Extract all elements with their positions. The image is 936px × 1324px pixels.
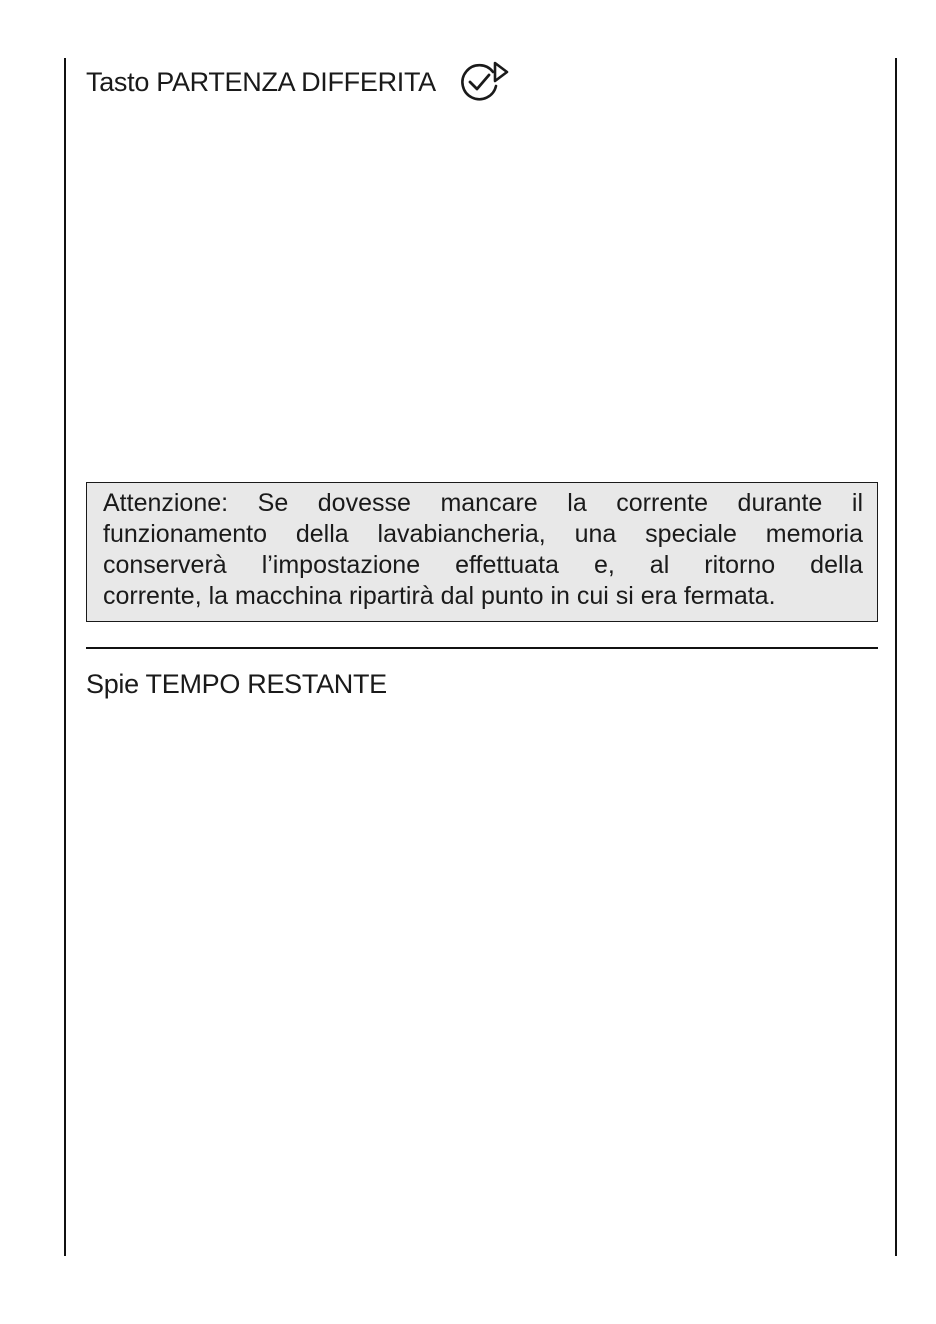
warning-line: Attenzione: Se dovesse mancare la corrente durante il [103,489,863,517]
warning-line: funzionamento della lavabiancheria, una speciale memoria [103,520,863,548]
warning-line: corrente, la macchina ripartirà dal punto in cui si era fermata. [103,582,776,610]
right-margin-rule [895,58,897,1256]
remaining-time-heading [86,668,387,700]
delayed-start-heading [86,60,512,104]
remaining-time-title: Spie TEMPO RESTANTE [86,669,387,699]
power-failure-warning-box [86,482,878,622]
warning-line: conserverà l’impostazione effettuata e, al ritorno della [103,551,863,579]
section-divider [86,647,878,649]
left-margin-rule [64,58,66,1256]
delayed-start-icon [456,60,512,104]
delayed-start-title: Tasto PARTENZA DIFFERITA [86,67,436,97]
